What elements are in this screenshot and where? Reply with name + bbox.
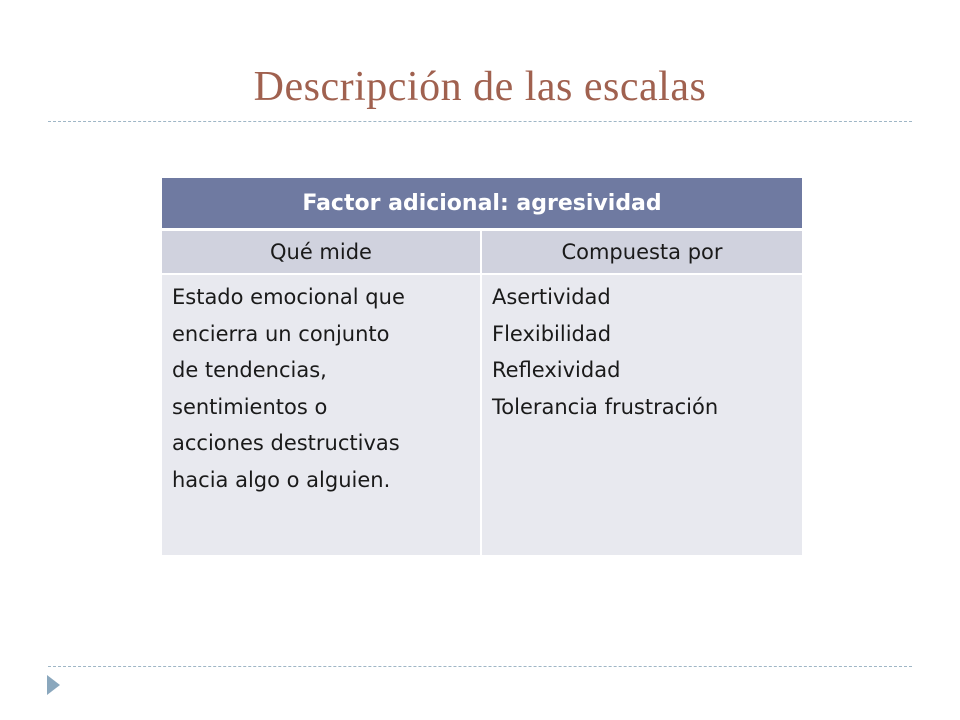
scale-table-container xyxy=(162,178,802,555)
scale-table xyxy=(162,178,802,555)
title-divider xyxy=(48,121,912,122)
column-header-components: Compuesta por xyxy=(481,230,802,275)
description-line: acciones destructivas xyxy=(172,431,400,455)
footer-divider xyxy=(48,666,912,667)
component-item: Asertividad xyxy=(492,285,611,309)
column-header-row xyxy=(162,230,802,275)
table-header: Factor adicional: agresividad xyxy=(162,178,802,230)
description-line: sentimientos o xyxy=(172,394,328,419)
component-item: Reflexividad xyxy=(492,358,621,382)
column-header-measures: Qué mide xyxy=(162,230,481,275)
description-line: de tendencias, xyxy=(172,358,327,382)
description-line: Estado emocional que xyxy=(172,285,405,309)
components-cell xyxy=(481,274,802,555)
table-row xyxy=(162,274,802,555)
component-item: Tolerancia frustración xyxy=(492,394,719,419)
triangle-right-icon xyxy=(47,675,60,695)
description-line: encierra un conjunto xyxy=(172,321,390,346)
description-line: hacia algo o alguien. xyxy=(172,467,391,492)
component-item: Flexibilidad xyxy=(492,321,612,346)
slide-title: Descripción de las escalas xyxy=(253,64,707,110)
description-cell xyxy=(162,274,481,555)
